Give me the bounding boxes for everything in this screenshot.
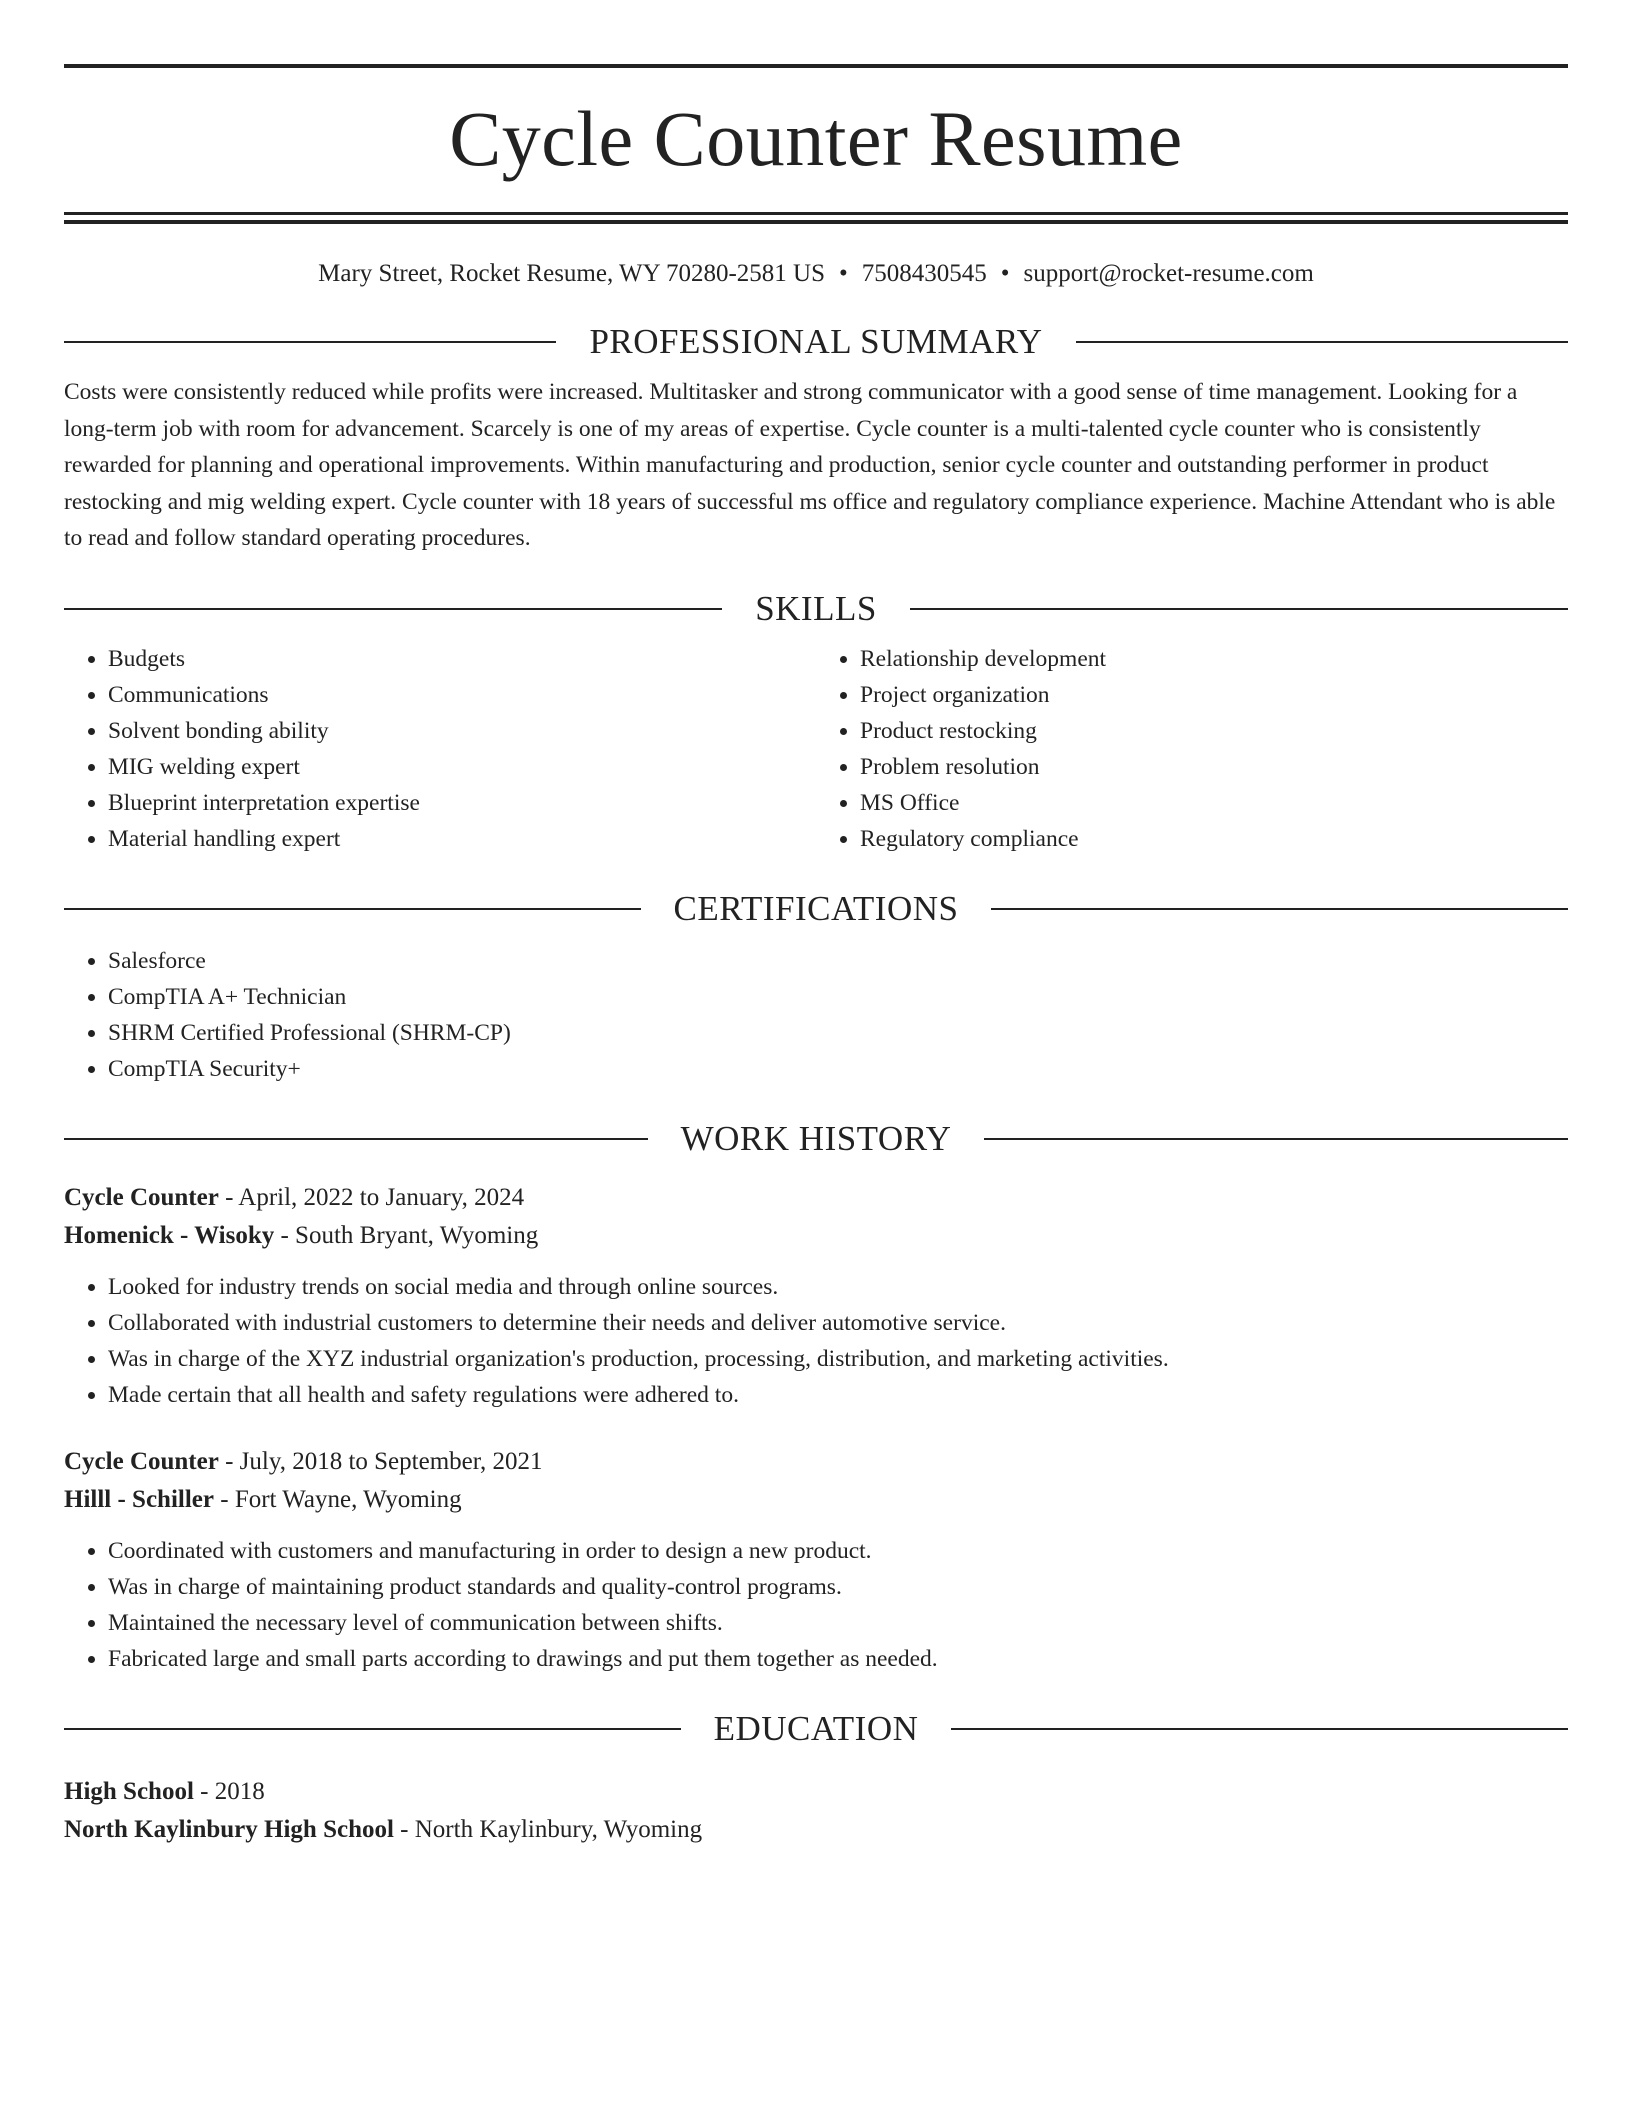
skill-item: • Project organization	[860, 677, 1568, 713]
skill-item: • MS Office	[860, 785, 1568, 821]
heading-rule-right	[991, 908, 1568, 910]
skill-item: • Blueprint interpretation expertise	[108, 785, 816, 821]
heading-rule-left	[64, 608, 722, 610]
contact-line	[64, 258, 1568, 290]
education-degree-line	[64, 1773, 1568, 1811]
heading-rule-right	[951, 1728, 1568, 1730]
job-bullet: • Was in charge of the XYZ industrial organization's production, processing, distribution, and marketing activities.	[108, 1341, 1568, 1377]
work-heading	[64, 1117, 1568, 1161]
resume-title: Cycle Counter Resume	[449, 95, 1183, 182]
job-role-line	[64, 1443, 1568, 1481]
work-title: WORK HISTORY	[680, 1118, 952, 1158]
job-location: - South Bryant, Wyoming	[274, 1221, 539, 1249]
heading-rule-right	[984, 1138, 1568, 1140]
skill-item: • Product restocking	[860, 713, 1568, 749]
education-degree: High School	[64, 1777, 194, 1805]
job-bullets	[64, 1269, 1568, 1413]
contact-separator: •	[839, 260, 848, 287]
education-title: EDUCATION	[713, 1708, 919, 1748]
certification-item: • CompTIA Security+	[108, 1051, 1568, 1087]
job-bullet: • Looked for industry trends on social media and through online sources.	[108, 1269, 1568, 1305]
job-bullet: • Maintained the necessary level of communication between shifts.	[108, 1605, 1568, 1641]
education-school-line	[64, 1811, 1568, 1849]
job-dates: - July, 2018 to September, 2021	[218, 1447, 543, 1475]
summary-heading	[64, 320, 1568, 364]
education-heading	[64, 1707, 1568, 1751]
heading-rule-left	[64, 341, 556, 343]
summary-text: Costs were consistently reduced while profits were increased. Multitasker and strong communicator with a good sense of time management. Looking for a long-term job with room for advancement. Scarcely is one of my areas of expertise. Cycle counter is a multi-talented cycle counter who is consistently rewarded for planning and operational improvements. Within manufacturing and production, senior cycle counter and outstanding performer in product restocking and mig welding expert. Cycle counter with 18 years of successful ms office and regulatory compliance experience. Machine Attendant who is able to read and follow standard operating procedures.	[64, 379, 1556, 551]
certifications-heading	[64, 887, 1568, 931]
job-bullet: • Collaborated with industrial customers to determine their needs and deliver automotive service.	[108, 1305, 1568, 1341]
skill-item: • Material handling expert	[108, 821, 816, 857]
contact-separator: •	[1000, 260, 1010, 287]
title-double-rule	[64, 212, 1568, 224]
job-company-line	[64, 1481, 1568, 1519]
heading-rule-left	[64, 908, 641, 910]
job-company-line	[64, 1217, 1568, 1255]
job-bullet: • Made certain that all health and safety regulations were adhered to.	[108, 1377, 1568, 1413]
heading-rule-right	[910, 608, 1568, 610]
job-company: Hilll - Schiller	[64, 1485, 214, 1513]
job-role: Cycle Counter	[64, 1447, 219, 1475]
heading-rule-right	[1076, 341, 1568, 343]
education-year: - 2018	[193, 1777, 265, 1805]
skill-item: • Budgets	[108, 641, 816, 677]
skill-item: • Regulatory compliance	[860, 821, 1568, 857]
job-entry	[64, 1443, 1568, 1677]
skills-list-left	[64, 641, 816, 857]
job-bullet: • Was in charge of maintaining product standards and quality-control programs.	[108, 1569, 1568, 1605]
job-location: - Fort Wayne, Wyoming	[214, 1485, 462, 1513]
job-company: Homenick - Wisoky	[64, 1221, 275, 1249]
skill-item: • Solvent bonding ability	[108, 713, 816, 749]
education-location: - North Kaylinbury, Wyoming	[393, 1815, 703, 1843]
job-bullet: • Fabricated large and small parts according to drawings and put them together as needed.	[108, 1641, 1568, 1677]
contact-address: Mary Street, Rocket Resume, WY 70280-2581 US	[318, 260, 826, 287]
job-entry	[64, 1179, 1568, 1413]
certification-item: • CompTIA A+ Technician	[108, 979, 1568, 1015]
skill-item: • Communications	[108, 677, 816, 713]
skill-item: • MIG welding expert	[108, 749, 816, 785]
skill-item: • Problem resolution	[860, 749, 1568, 785]
contact-phone: 7508430545	[861, 260, 987, 287]
heading-rule-left	[64, 1728, 681, 1730]
skills-heading	[64, 587, 1568, 631]
job-bullets	[64, 1533, 1568, 1677]
job-role-line	[64, 1179, 1568, 1217]
job-role: Cycle Counter	[64, 1183, 219, 1211]
contact-email[interactable]: support@rocket-resume.com	[1023, 260, 1314, 287]
job-bullet: • Coordinated with customers and manufacturing in order to design a new product.	[108, 1533, 1568, 1569]
education-entry	[64, 1773, 1568, 1849]
certifications-title: CERTIFICATIONS	[673, 888, 959, 928]
skills-title: SKILLS	[755, 588, 877, 628]
skills-list-right	[816, 641, 1568, 857]
certification-item: • Salesforce	[108, 943, 1568, 979]
heading-rule-left	[64, 1138, 648, 1140]
skills-columns	[64, 641, 1568, 857]
summary-title: PROFESSIONAL SUMMARY	[589, 322, 1043, 361]
skill-item: • Relationship development	[860, 641, 1568, 677]
education-school: North Kaylinbury High School	[64, 1815, 394, 1843]
certifications-list	[64, 943, 1568, 1087]
job-dates: - April, 2022 to January, 2024	[218, 1183, 525, 1211]
certification-item: • SHRM Certified Professional (SHRM-CP)	[108, 1015, 1568, 1051]
